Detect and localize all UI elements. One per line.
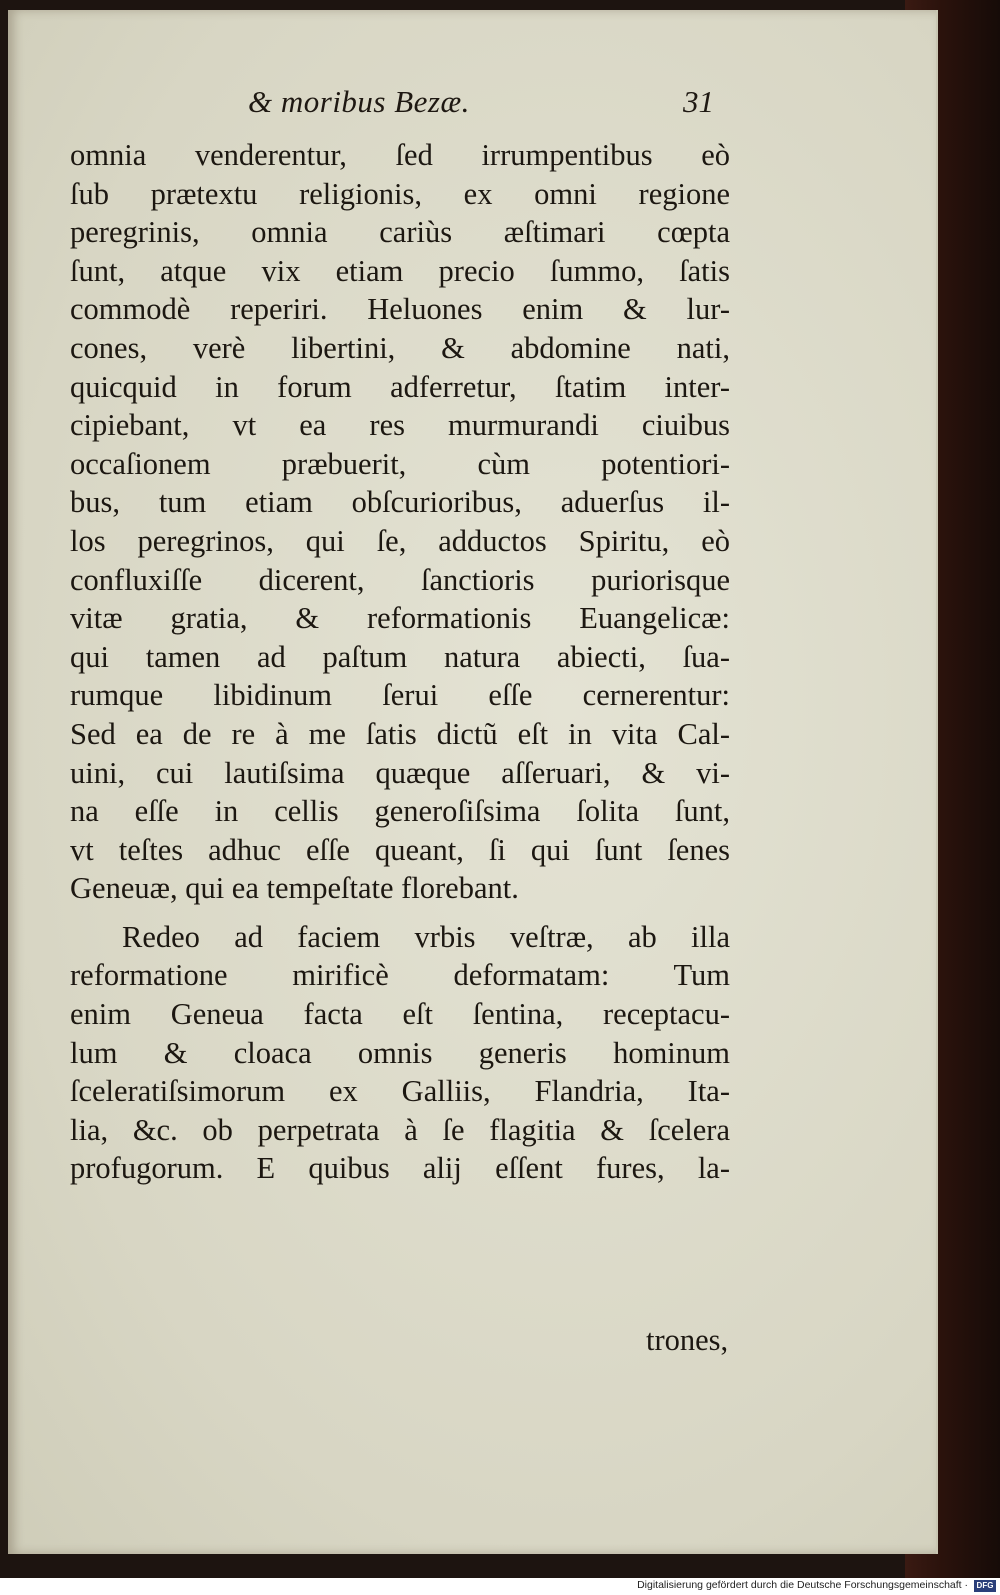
text-line: commodè reperiri. Heluones enim & lur-: [70, 292, 730, 327]
text-line: uini, cui lautiſsima quæque aſſeruari, & vi-: [70, 755, 730, 790]
text-line: na eſſe in cellis generoſiſsima ſolita ſunt,: [70, 794, 730, 829]
digitization-credit: Digitalisierung gefördert durch die Deutsche Forschungsgemeinschaft ·: [637, 1579, 968, 1591]
catchword: trones,: [646, 1323, 729, 1357]
text-line: vitæ gratia, & reformationis Euangelicæ:: [70, 601, 730, 636]
text-line: cones, verè libertini, & abdomine nati,: [70, 330, 730, 365]
page-number: 31: [683, 84, 714, 119]
text-line: reformatione mirificè deformatam: Tum: [70, 958, 730, 993]
text-line: cipiebant, vt ea res murmurandi ciuibus: [70, 408, 730, 443]
text-line: enim Geneua facta eſt ſentina, receptacu-: [70, 997, 730, 1032]
running-head: & moribus Bezæ.: [248, 84, 470, 119]
body-text: [70, 136, 730, 1188]
paragraph-gap: [70, 908, 730, 918]
book-page: [8, 10, 938, 1554]
text-line: rumque libidinum ſerui eſſe cernerentur:: [70, 678, 730, 713]
text-line: ſunt, atque vix etiam precio ſummo, ſatis: [70, 253, 730, 288]
text-line: ſub prætextu religionis, ex omni regione: [70, 176, 730, 211]
dfg-logo: DFG: [974, 1580, 996, 1592]
text-line: lum & cloaca omnis generis hominum: [70, 1035, 730, 1070]
text-line: quicquid in forum adferretur, ſtatim inter-: [70, 369, 730, 404]
text-line: bus, tum etiam obſcurioribus, aduerſus il-: [70, 485, 730, 520]
text-line: omnia venderentur, ſed irrumpentibus eò: [70, 138, 730, 172]
text-line: occaſionem præbuerit, cùm potentiori-: [70, 446, 730, 481]
text-line: ſceleratiſsimorum ex Galliis, Flandria, Ita-: [70, 1074, 730, 1109]
text-line: Sed ea de re à me ſatis dictũ eſt in vita Cal-: [70, 716, 730, 751]
text-line: vt teſtes adhuc eſſe queant, ſi qui ſunt ſenes: [70, 832, 730, 867]
text-line: profugorum. E quibus alij eſſent fures, la-: [70, 1151, 730, 1186]
text-line: confluxiſſe dicerent, ſanctioris puriorisque: [70, 562, 730, 597]
text-line: qui tamen ad paſtum natura abiecti, ſua-: [70, 639, 730, 674]
text-line: Redeo ad faciem vrbis veſtræ, ab illa: [122, 919, 730, 954]
text-line: peregrinis, omnia cariùs æſtimari cœpta: [70, 215, 730, 250]
text-line: Geneuæ, qui ea tempeſtate florebant.: [70, 871, 519, 906]
text-line: los peregrinos, qui ſe, adductos Spiritu, eò: [70, 523, 730, 558]
text-line: lia, &c. ob perpetrata à ſe flagitia & ſcelera: [70, 1112, 730, 1147]
